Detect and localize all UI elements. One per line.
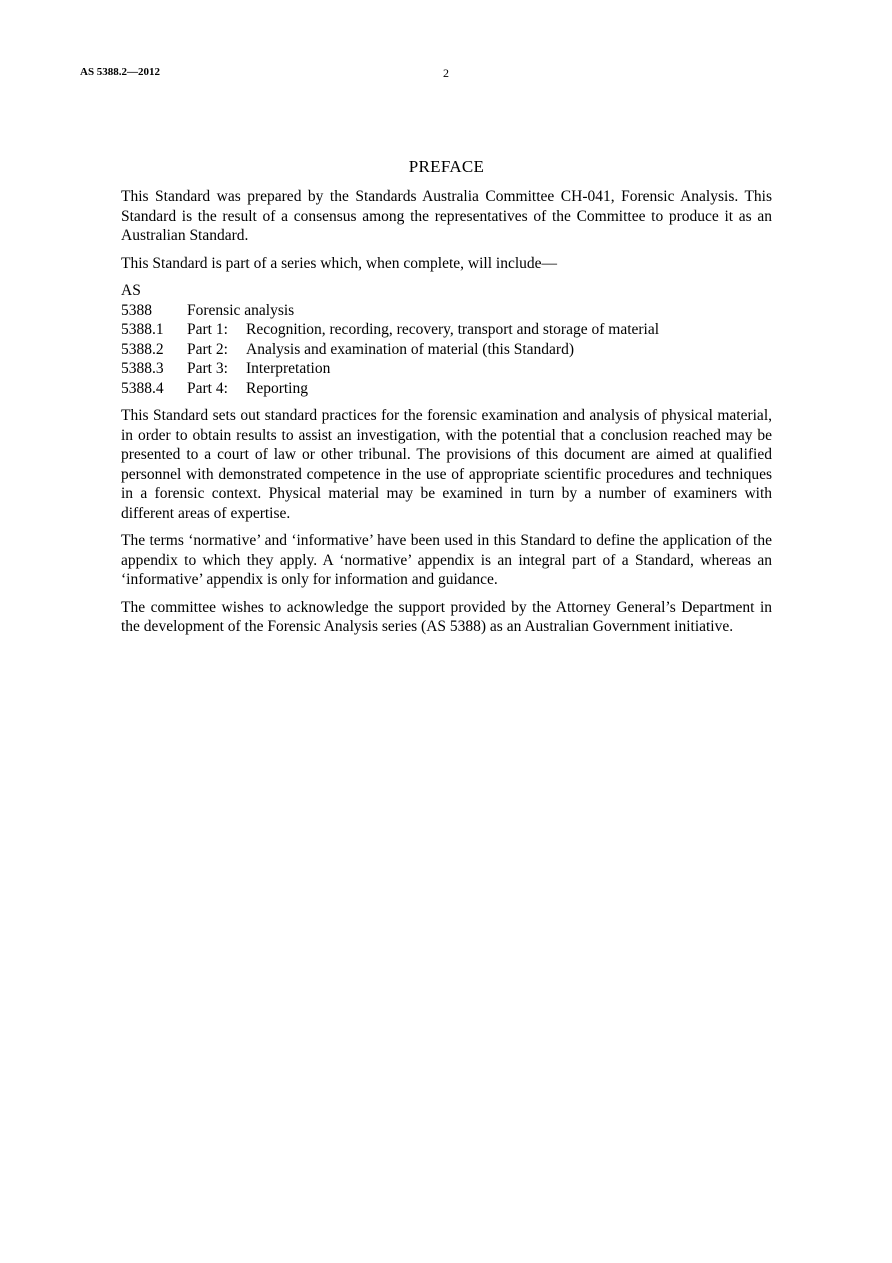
series-row [121, 320, 772, 340]
intro-paragraph: This Standard was prepared by the Standards Australia Committee CH-041, Forensic Analysis. This Standard is the result of a consensus among the representatives of the Committee to produce it as an Australian Standard. [121, 188, 772, 244]
series-title: Forensic analysis [187, 301, 295, 319]
series-header-row [121, 281, 772, 301]
series-list [121, 281, 772, 398]
series-part: Part 2: [187, 340, 228, 358]
series-number: 5388 [121, 301, 152, 319]
series-row [121, 301, 772, 321]
series-row [121, 340, 772, 360]
series-header-label: AS [121, 282, 141, 299]
document-body [121, 156, 772, 645]
document-id: AS 5388.2—2012 [80, 66, 161, 78]
series-title: Interpretation [246, 360, 331, 377]
terms-paragraph: The terms ‘normative’ and ‘informative’ have been used in this Standard to define the application of the appendix to which they apply. A ‘normative’ appendix is an integral part of a Standard, whereas an ‘informative’ appendix is only for information and guidance. [121, 532, 772, 588]
series-title: Recognition, recording, recovery, transport and storage of material [246, 321, 660, 338]
scope-paragraph: This Standard sets out standard practices for the forensic examination and analysis of physical material, in order to obtain results to assist an investigation, with the potential that a conclusion reached may be presented to a court of law or other tribunal. The provisions of this document are aimed at qualified personnel with demonstrated competence in the use of appropriate scientific procedures and techniques in a forensic context. Physical material may be examined in turn by a number of examiners with different areas of expertise. [121, 407, 772, 522]
series-intro-paragraph: This Standard is part of a series which, when complete, will include— [121, 254, 558, 272]
page-header [80, 66, 812, 84]
series-part: Part 1: [187, 321, 228, 338]
page-number: 2 [443, 66, 449, 80]
series-part: Part 4: [187, 379, 228, 397]
section-heading: PREFACE [408, 157, 485, 176]
series-number: 5388.3 [121, 360, 164, 377]
series-number: 5388.4 [121, 379, 164, 397]
series-number: 5388.1 [121, 321, 164, 338]
series-title: Reporting [246, 379, 308, 397]
series-row [121, 379, 772, 399]
series-row [121, 359, 772, 379]
series-title: Analysis and examination of material (this Standard) [246, 340, 574, 358]
series-number: 5388.2 [121, 340, 164, 358]
series-part: Part 3: [187, 360, 228, 377]
acknowledgement-paragraph: The committee wishes to acknowledge the support provided by the Attorney General’s Department in the development of the Forensic Analysis series (AS 5388) as an Australian Government initiative. [121, 598, 772, 635]
